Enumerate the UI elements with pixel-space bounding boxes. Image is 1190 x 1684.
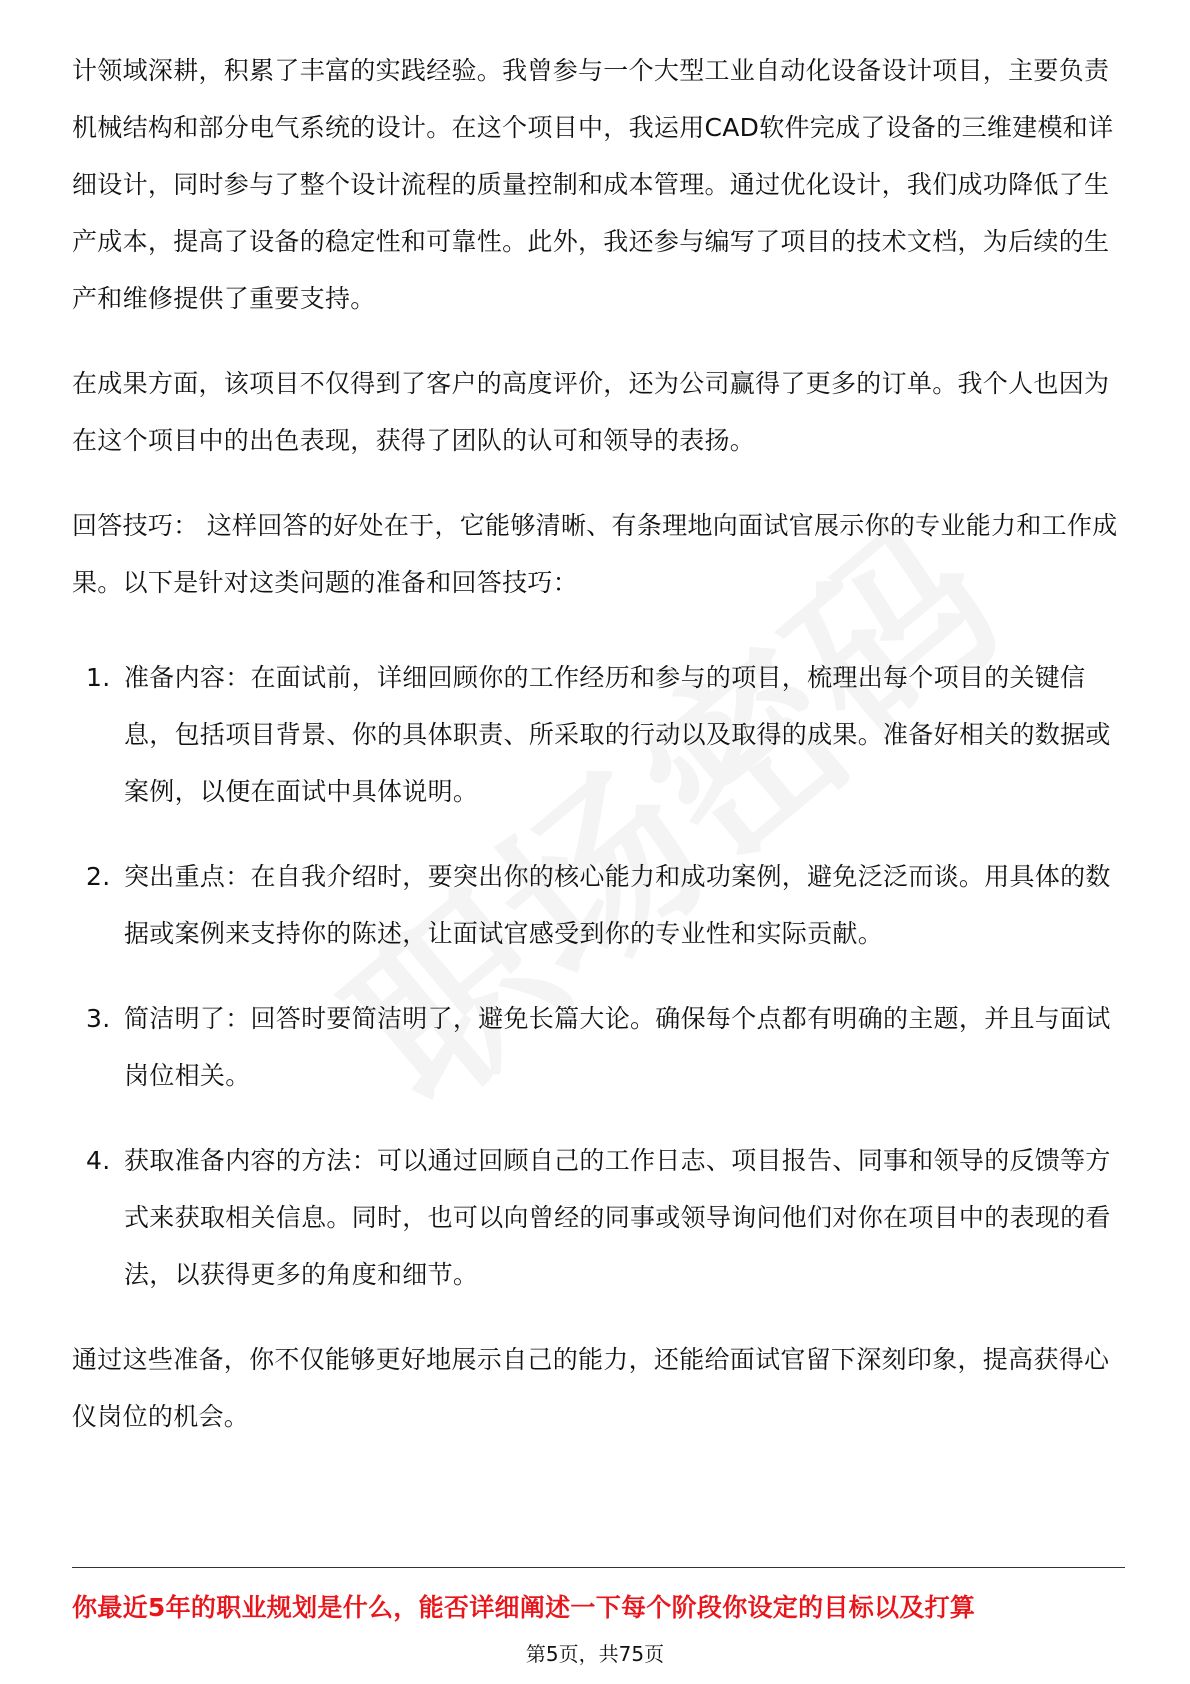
- list-item-text: 准备内容：在面试前，详细回顾你的工作经历和参与的项目，梳理出每个项目的关键信息，包括项目背景、你的具体职责、所采取的行动以及取得的成果。准备好相关的数据或案例，以便在面试中具体说明。: [124, 663, 1111, 806]
- footer-divider: [72, 1567, 1125, 1568]
- list-number: 4.: [86, 1146, 111, 1175]
- paragraph-closing: 通过这些准备，你不仅能够更好地展示自己的能力，还能给面试官留下深刻印象，提高获得心仪岗位的机会。: [72, 1345, 1110, 1431]
- document-body: [72, 42, 1122, 1445]
- list-item-text: 获取准备内容的方法：可以通过回顾自己的工作日志、项目报告、同事和领导的反馈等方式来获取相关信息。同时，也可以向曾经的同事或领导询问他们对你在项目中的表现的看法，以获得更多的角度和细节。: [124, 1146, 1111, 1289]
- list-number: 2.: [86, 862, 111, 891]
- paragraph-results: 在成果方面，该项目不仅得到了客户的高度评价，还为公司赢得了更多的订单。我个人也因为在这个项目中的出色表现，获得了团队的认可和领导的表扬。: [72, 369, 1110, 455]
- list-number: 3.: [86, 1004, 111, 1033]
- list-item: [72, 1132, 1122, 1303]
- page-number: 第5页，共75页: [525, 1642, 665, 1666]
- tips-list: [72, 649, 1122, 1303]
- paragraph-answer-tips: 回答技巧： 这样回答的好处在于，它能够清晰、有条理地向面试官展示你的专业能力和工作成果。以下是针对这类问题的准备和回答技巧：: [72, 511, 1118, 597]
- next-question-heading: 你最近5年的职业规划是什么，能否详细阐述一下每个阶段你设定的目标以及打算: [72, 1593, 976, 1622]
- list-item: [72, 848, 1122, 962]
- paragraph-project-experience: 计领域深耕，积累了丰富的实践经验。我曾参与一个大型工业自动化设备设计项目，主要负责机械结构和部分电气系统的设计。在这个项目中，我运用CAD软件完成了设备的三维建模和详细设计，同时参与了整个设计流程的质量控制和成本管理。通过优化设计，我们成功降低了生产成本，提高了设备的稳定性和可靠性。此外，我还参与编写了项目的技术文档，为后续的生产和维修提供了重要支持。: [72, 56, 1114, 313]
- list-number: 1.: [86, 663, 111, 692]
- list-item: [72, 990, 1122, 1104]
- list-item: [72, 649, 1122, 820]
- list-item-text: 简洁明了：回答时要简洁明了，避免长篇大论。确保每个点都有明确的主题，并且与面试岗位相关。: [124, 1004, 1111, 1090]
- list-item-text: 突出重点：在自我介绍时，要突出你的核心能力和成功案例，避免泛泛而谈。用具体的数据或案例来支持你的陈述，让面试官感受到你的专业性和实际贡献。: [124, 862, 1111, 948]
